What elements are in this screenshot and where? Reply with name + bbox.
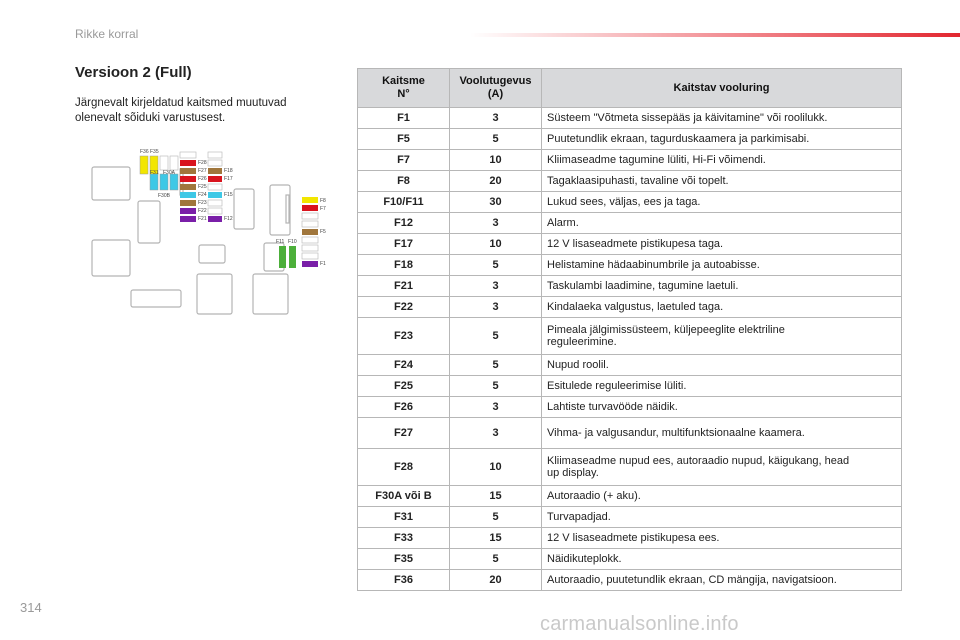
circuit-cell: Süsteem "Võtmeta sissepääs ja käivitamine" või roolilukk. bbox=[542, 108, 902, 129]
circuit-cell: Kliimaseadme tagumine lüliti, Hi-Fi võimendi. bbox=[542, 150, 902, 171]
chapter-title: Rikke korral bbox=[75, 27, 139, 41]
circuit-cell: Nupud roolil. bbox=[542, 355, 902, 376]
circuit-cell: Näidikuteplokk. bbox=[542, 549, 902, 570]
table-row bbox=[358, 486, 902, 507]
section-title: Versioon 2 (Full) bbox=[75, 64, 192, 81]
section-intro: Järgnevalt kirjeldatud kaitsmed muutuvad olenevalt sõiduki varustusest. bbox=[75, 97, 287, 124]
label-f35: F35 bbox=[150, 149, 159, 155]
table-row bbox=[358, 528, 902, 549]
amperage-cell: 15 bbox=[450, 486, 542, 507]
label-f25: F25 bbox=[198, 184, 207, 190]
circuit-cell: 12 V lisaseadmete pistikupesa ees. bbox=[542, 528, 902, 549]
circuit-cell: Pimeala jälgimissüsteem, küljepeeglite elektriline reguleerimine. bbox=[542, 318, 902, 355]
fuse-column-left bbox=[140, 149, 178, 199]
amperage-cell: 5 bbox=[450, 376, 542, 397]
table-row bbox=[358, 318, 902, 355]
label-f7: F7 bbox=[320, 206, 326, 212]
circuit-cell: Lukud sees, väljas, ees ja taga. bbox=[542, 192, 902, 213]
amperage-cell: 10 bbox=[450, 234, 542, 255]
fuse-number-cell: F36 bbox=[358, 570, 450, 591]
fuse-table-body bbox=[358, 108, 902, 591]
circuit-cell: Vihma- ja valgusandur, multifunktsionaalne kaamera. bbox=[542, 418, 902, 449]
header-accent-stripe bbox=[470, 33, 960, 37]
table-row bbox=[358, 255, 902, 276]
fuse-number-cell: F28 bbox=[358, 449, 450, 486]
header-amperage: Voolutugevus (A) bbox=[450, 69, 542, 108]
fuse-number-cell: F24 bbox=[358, 355, 450, 376]
label-f11: F11 bbox=[276, 239, 285, 245]
circuit-cell: Puutetundlik ekraan, tagurduskaamera ja parkimisabi. bbox=[542, 129, 902, 150]
table-row bbox=[358, 297, 902, 318]
fuse-number-cell: F25 bbox=[358, 376, 450, 397]
amperage-cell: 5 bbox=[450, 355, 542, 376]
label-f17: F17 bbox=[224, 176, 233, 182]
fuse-number-cell: F18 bbox=[358, 255, 450, 276]
fuse-column-center bbox=[180, 152, 233, 222]
fuse-table-header bbox=[358, 69, 902, 108]
table-row bbox=[358, 276, 902, 297]
fuse-number-cell: F5 bbox=[358, 129, 450, 150]
amperage-cell: 3 bbox=[450, 276, 542, 297]
fuse-number-cell: F10/F11 bbox=[358, 192, 450, 213]
table-row bbox=[358, 418, 902, 449]
fuse-number-cell: F22 bbox=[358, 297, 450, 318]
circuit-cell: 12 V lisaseadmete pistikupesa taga. bbox=[542, 234, 902, 255]
circuit-cell: Autoraadio, puutetundlik ekraan, CD mängija, navigatsioon. bbox=[542, 570, 902, 591]
table-row bbox=[358, 549, 902, 570]
amperage-cell: 10 bbox=[450, 150, 542, 171]
circuit-cell: Helistamine hädaabinumbrile ja autoabisse. bbox=[542, 255, 902, 276]
fuse-number-cell: F23 bbox=[358, 318, 450, 355]
fuse-box-diagram bbox=[86, 143, 346, 318]
fuse-number-cell: F17 bbox=[358, 234, 450, 255]
label-f27: F27 bbox=[198, 168, 207, 174]
amperage-cell: 3 bbox=[450, 213, 542, 234]
table-row bbox=[358, 213, 902, 234]
amperage-cell: 3 bbox=[450, 108, 542, 129]
label-f21: F21 bbox=[198, 216, 207, 222]
label-f15: F15 bbox=[224, 192, 233, 198]
fuse-table bbox=[357, 68, 902, 591]
amperage-cell: 10 bbox=[450, 449, 542, 486]
label-f5: F5 bbox=[320, 229, 326, 235]
fuse-number-cell: F12 bbox=[358, 213, 450, 234]
label-f30a: F30A bbox=[163, 170, 175, 176]
table-row bbox=[358, 507, 902, 528]
circuit-cell: Taskulambi laadimine, tagumine laetuli. bbox=[542, 276, 902, 297]
label-f23: F23 bbox=[198, 200, 207, 206]
amperage-cell: 5 bbox=[450, 549, 542, 570]
amperage-cell: 5 bbox=[450, 507, 542, 528]
circuit-cell: Alarm. bbox=[542, 213, 902, 234]
fuse-column-right bbox=[276, 197, 326, 268]
amperage-cell: 15 bbox=[450, 528, 542, 549]
fuse-number-cell: F31 bbox=[358, 507, 450, 528]
page-number: 314 bbox=[20, 600, 42, 615]
label-f12: F12 bbox=[224, 216, 233, 222]
circuit-cell: Kliimaseadme nupud ees, autoraadio nupud, käigukang, head up display. bbox=[542, 449, 902, 486]
table-row bbox=[358, 192, 902, 213]
label-f22: F22 bbox=[198, 208, 207, 214]
watermark: carmanualsonline.info bbox=[540, 613, 739, 635]
table-row bbox=[358, 397, 902, 418]
label-f24: F24 bbox=[198, 192, 207, 198]
circuit-cell: Tagaklaasipuhasti, tavaline või topelt. bbox=[542, 171, 902, 192]
label-f18: F18 bbox=[224, 168, 233, 174]
fuse-number-cell: F27 bbox=[358, 418, 450, 449]
label-f1: F1 bbox=[320, 261, 326, 267]
amperage-cell: 30 bbox=[450, 192, 542, 213]
amperage-cell: 5 bbox=[450, 318, 542, 355]
header-fuse-number: Kaitsme N° bbox=[358, 69, 450, 108]
fuse-number-cell: F21 bbox=[358, 276, 450, 297]
amperage-cell: 5 bbox=[450, 129, 542, 150]
table-row bbox=[358, 355, 902, 376]
circuit-cell: Autoraadio (+ aku). bbox=[542, 486, 902, 507]
table-row bbox=[358, 171, 902, 192]
fuse-number-cell: F35 bbox=[358, 549, 450, 570]
fuse-number-cell: F7 bbox=[358, 150, 450, 171]
amperage-cell: 20 bbox=[450, 570, 542, 591]
label-f30b: F30B bbox=[158, 193, 170, 199]
label-f8: F8 bbox=[320, 198, 326, 204]
label-f36: F36 bbox=[140, 149, 149, 155]
fuse-number-cell: F33 bbox=[358, 528, 450, 549]
fuse-number-cell: F8 bbox=[358, 171, 450, 192]
fuse-number-cell: F30A või B bbox=[358, 486, 450, 507]
label-f31: F31 bbox=[150, 170, 159, 176]
circuit-cell: Turvapadjad. bbox=[542, 507, 902, 528]
table-row bbox=[358, 234, 902, 255]
table-row bbox=[358, 570, 902, 591]
amperage-cell: 20 bbox=[450, 171, 542, 192]
label-f26: F26 bbox=[198, 176, 207, 182]
amperage-cell: 3 bbox=[450, 418, 542, 449]
label-f10: F10 bbox=[288, 239, 297, 245]
table-row bbox=[358, 449, 902, 486]
table-row bbox=[358, 129, 902, 150]
table-row bbox=[358, 108, 902, 129]
table-row bbox=[358, 150, 902, 171]
circuit-cell: Lahtiste turvavööde näidik. bbox=[542, 397, 902, 418]
fuse-number-cell: F1 bbox=[358, 108, 450, 129]
circuit-cell: Kindalaeka valgustus, laetuled taga. bbox=[542, 297, 902, 318]
table-row bbox=[358, 376, 902, 397]
amperage-cell: 3 bbox=[450, 297, 542, 318]
header-protected-circuit: Kaitstav vooluring bbox=[542, 69, 902, 108]
circuit-cell: Esitulede reguleerimise lüliti. bbox=[542, 376, 902, 397]
label-f28: F28 bbox=[198, 160, 207, 166]
amperage-cell: 3 bbox=[450, 397, 542, 418]
fuse-number-cell: F26 bbox=[358, 397, 450, 418]
amperage-cell: 5 bbox=[450, 255, 542, 276]
